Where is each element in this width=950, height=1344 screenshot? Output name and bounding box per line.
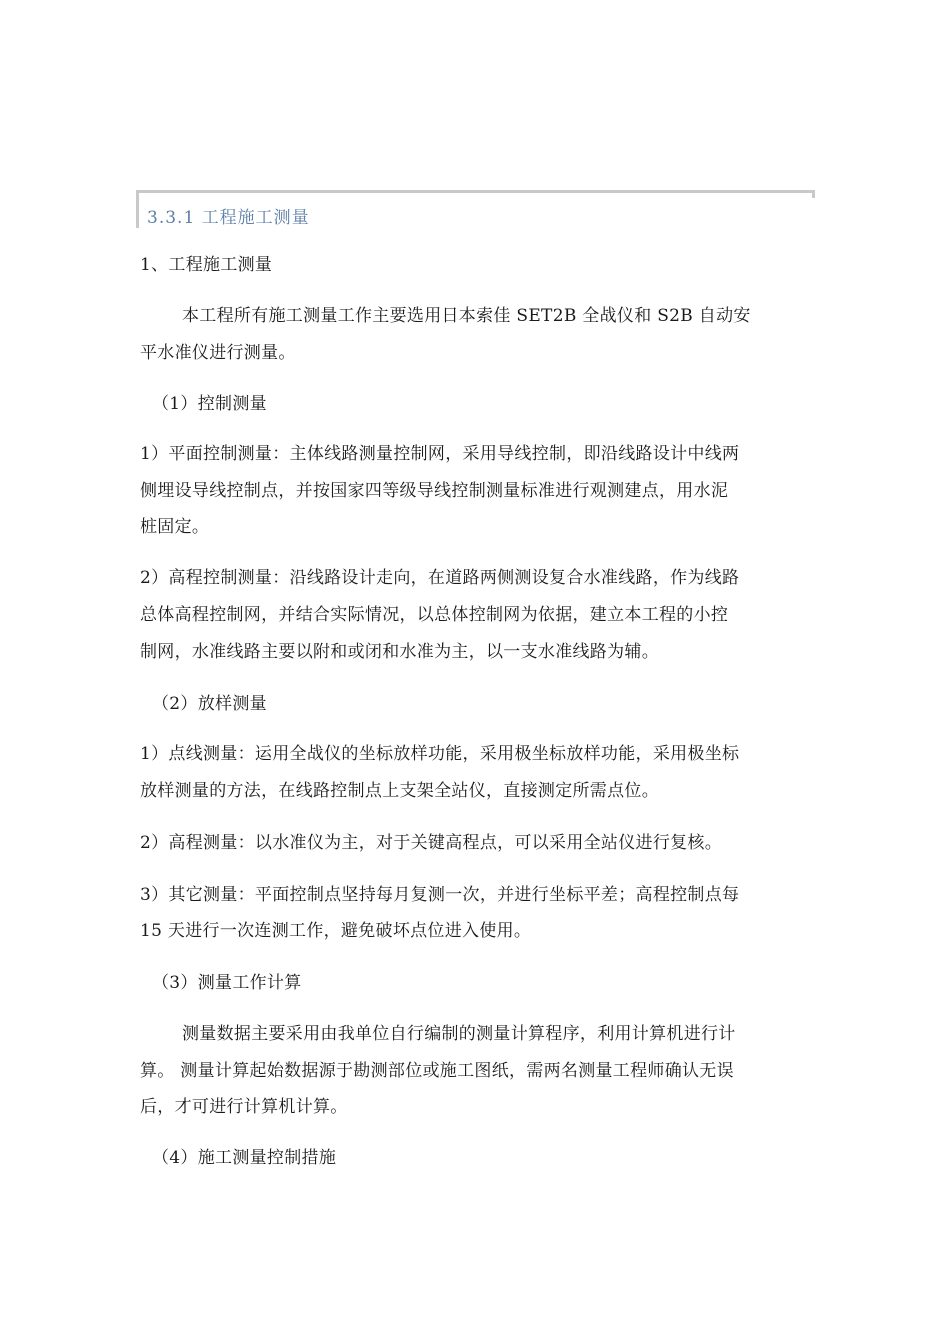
paragraph-line: 本工程所有施工测量工作主要选用日本索佳 SET2B 全战仪和 S2B 自动安 — [182, 306, 751, 326]
paragraph-line: 2）高程控制测量：沿线路设计走向，在道路两侧测设复合水准线路，作为线路 — [140, 568, 740, 588]
item-heading: （1）控制测量 — [152, 394, 267, 414]
paragraph-line: 放样测量的方法，在线路控制点上支架全站仪，直接测定所需点位。 — [140, 781, 659, 801]
paragraph-line: 2）高程测量：以水准仪为主，对于关键高程点，可以采用全站仪进行复核。 — [140, 833, 723, 853]
paragraph-line: 3）其它测量：平面控制点坚持每月复测一次，并进行坐标平差；高程控制点每 — [140, 885, 740, 905]
paragraph-line: 测量数据主要采用由我单位自行编制的测量计算程序，利用计算机进行计 — [182, 1024, 736, 1044]
paragraph-line: 后，才可进行计算机计算。 — [140, 1097, 348, 1117]
section-heading: 3.3.1 工程施工测量 — [147, 208, 310, 228]
section-heading-box — [136, 190, 812, 228]
paragraph-line: 桩固定。 — [140, 517, 210, 537]
paragraph-line: 15 天进行一次连测工作，避免破坏点位进入使用。 — [140, 921, 532, 941]
paragraph-line: 平水准仪进行测量。 — [140, 343, 296, 363]
paragraph-line: 算。 测量计算起始数据源于勘测部位或施工图纸，需两名测量工程师确认无误 — [140, 1061, 734, 1081]
paragraph-line: 总体高程控制网，并结合实际情况，以总体控制网为依据，建立本工程的小控 — [140, 605, 729, 625]
paragraph-line: 制网，水准线路主要以附和或闭和水准为主，以一支水准线路为辅。 — [140, 642, 659, 662]
item-heading: （3）测量工作计算 — [152, 973, 302, 993]
subsection-title: 1、工程施工测量 — [140, 255, 273, 275]
item-heading: （2）放样测量 — [152, 694, 267, 714]
paragraph-line: 侧埋设导线控制点，并按国家四等级导线控制测量标准进行观测建点，用水泥 — [140, 481, 729, 501]
item-heading: （4）施工测量控制措施 — [152, 1148, 337, 1168]
paragraph-line: 1）平面控制测量：主体线路测量控制网，采用导线控制，即沿线路设计中线两 — [140, 444, 740, 464]
paragraph-line: 1）点线测量：运用全战仪的坐标放样功能，采用极坐标放样功能，采用极坐标 — [140, 744, 740, 764]
